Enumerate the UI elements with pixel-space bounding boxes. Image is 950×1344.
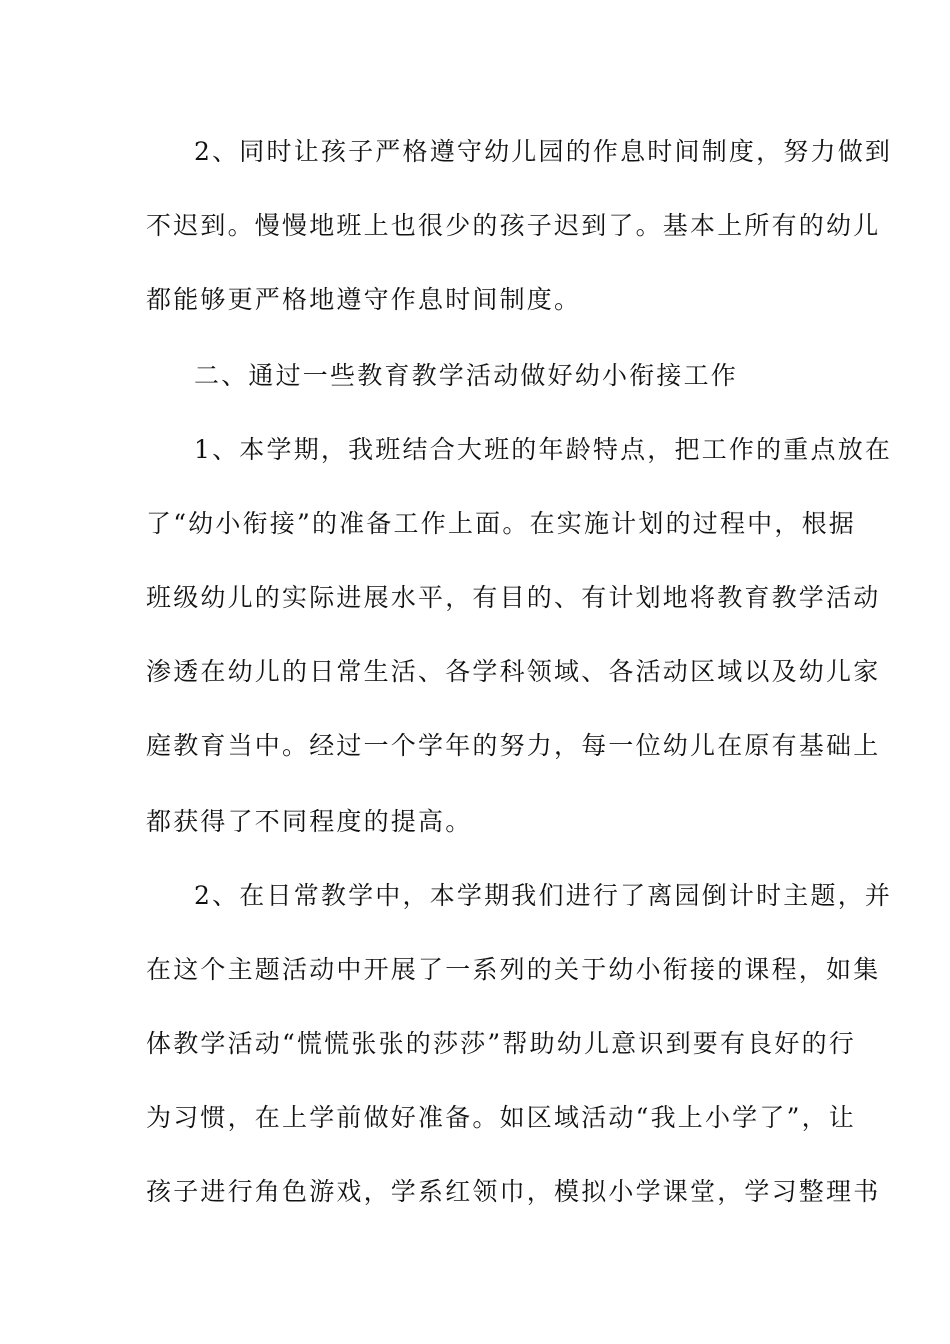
paragraph-line: 渗透在幼儿的日常生活、各学科领域、各活动区域以及幼儿家 <box>146 657 881 686</box>
paragraph-line: 1、本学期，我班结合大班的年龄特点，把工作的重点放在 <box>194 435 893 464</box>
paragraph-line: 班级幼儿的实际进展水平，有目的、有计划地将教育教学活动 <box>146 583 881 612</box>
paragraph-line: 庭教育当中。经过一个学年的努力，每一位幼儿在原有基础上 <box>146 731 881 760</box>
paragraph-line: 孩子进行角色游戏，学系红领巾，模拟小学课堂，学习整理书 <box>146 1177 881 1206</box>
paragraph-line: 不迟到。慢慢地班上也很少的孩子迟到了。基本上所有的幼儿 <box>146 211 881 240</box>
paragraph-line: 在这个主题活动中开展了一系列的关于幼小衔接的课程，如集 <box>146 955 881 984</box>
paragraph-line: 都获得了不同程度的提高。 <box>146 807 473 836</box>
section-heading: 二、通过一些教育教学活动做好幼小衔接工作 <box>194 361 739 390</box>
paragraph-line: 2、同时让孩子严格遵守幼儿园的作息时间制度，努力做到 <box>194 137 893 166</box>
paragraph-line: 为习惯，在上学前做好准备。如区域活动“我上小学了”，让 <box>146 1103 856 1132</box>
paragraph-line: 了“幼小衔接”的准备工作上面。在实施计划的过程中，根据 <box>146 509 856 538</box>
paragraph-line: 体教学活动“慌慌张张的莎莎”帮助幼儿意识到要有良好的行 <box>146 1029 856 1058</box>
paragraph-line: 2、在日常教学中，本学期我们进行了离园倒计时主题，并 <box>194 881 893 910</box>
paragraph-line: 都能够更严格地遵守作息时间制度。 <box>146 285 582 314</box>
